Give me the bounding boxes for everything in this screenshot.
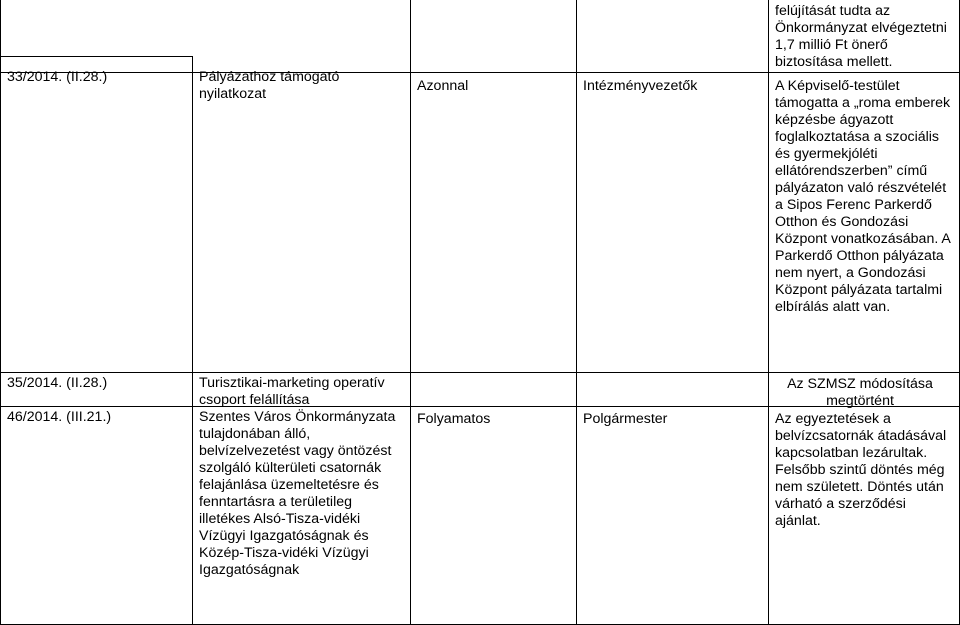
report-cell — [775, 78, 955, 316]
table-border-left — [0, 0, 1, 625]
resolution-number: 35/2014. (II.28.) — [7, 375, 108, 391]
deadline-cell: Folyamatos — [417, 411, 491, 427]
report-cell — [775, 411, 955, 530]
report-text: A Képviselő-testület támogatta a „roma emberek képzésbe ágyazott foglalkoztatása a szociális és gyermekjóléti ellátórendszerben” című pályázaton való részvételét a Sipos Ferenc Parkerdő Otthon és Gondozási Központ vonatkozásában. A Parkerdő Otthon pályázata nem nyert, a Gondozási Központ pályázata tartalmi elbírálás alatt van. — [775, 78, 951, 315]
resolution-subject: Pályázathoz támogató nyilatkozat — [199, 69, 340, 102]
resolution-number: 46/2014. (III.21.) — [7, 409, 112, 425]
report-cell — [775, 376, 955, 410]
resolution-subject: Szentes Város Önkormányzata tulajdonában álló, belvízelvezetést vagy öntözést szolgáló külterületi csatornák felajánlása üzemeltetésre és fenntartásra a területileg illetékes Alsó-Tisza-vidéki Vízügyi Igazgatóságnak és Közép-Tisza-vidéki Vízügyi Igazgatóságnak — [199, 409, 396, 578]
responsible-cell: Intézményvezetők — [583, 78, 698, 94]
report-cell — [775, 3, 955, 71]
row-divider — [0, 56, 193, 57]
report-text: Az egyeztetések a belvízcsatornák átadásával kapcsolatban lezárultak. Felsőbb szintű döntés még nem született. Döntés után várható a szerződési ajánlat. — [775, 411, 947, 529]
deadline-cell: Azonnal — [417, 78, 469, 94]
column-divider — [768, 0, 769, 625]
column-divider — [192, 56, 193, 625]
resolution-number: 33/2014. (II.28.) — [7, 69, 108, 85]
report-text: felújítását tudta az Önkormányzat elvégeztetni 1,7 millió Ft önerő biztosítása mellett. — [775, 3, 947, 70]
column-divider — [410, 0, 411, 625]
responsible-cell: Polgármester — [583, 411, 668, 427]
row-divider — [0, 372, 960, 373]
report-text: Az SZMSZ módosítása megtörtént — [787, 376, 933, 409]
resolution-subject: Turisztikai-marketing operatív csoport felállítása — [199, 375, 385, 408]
